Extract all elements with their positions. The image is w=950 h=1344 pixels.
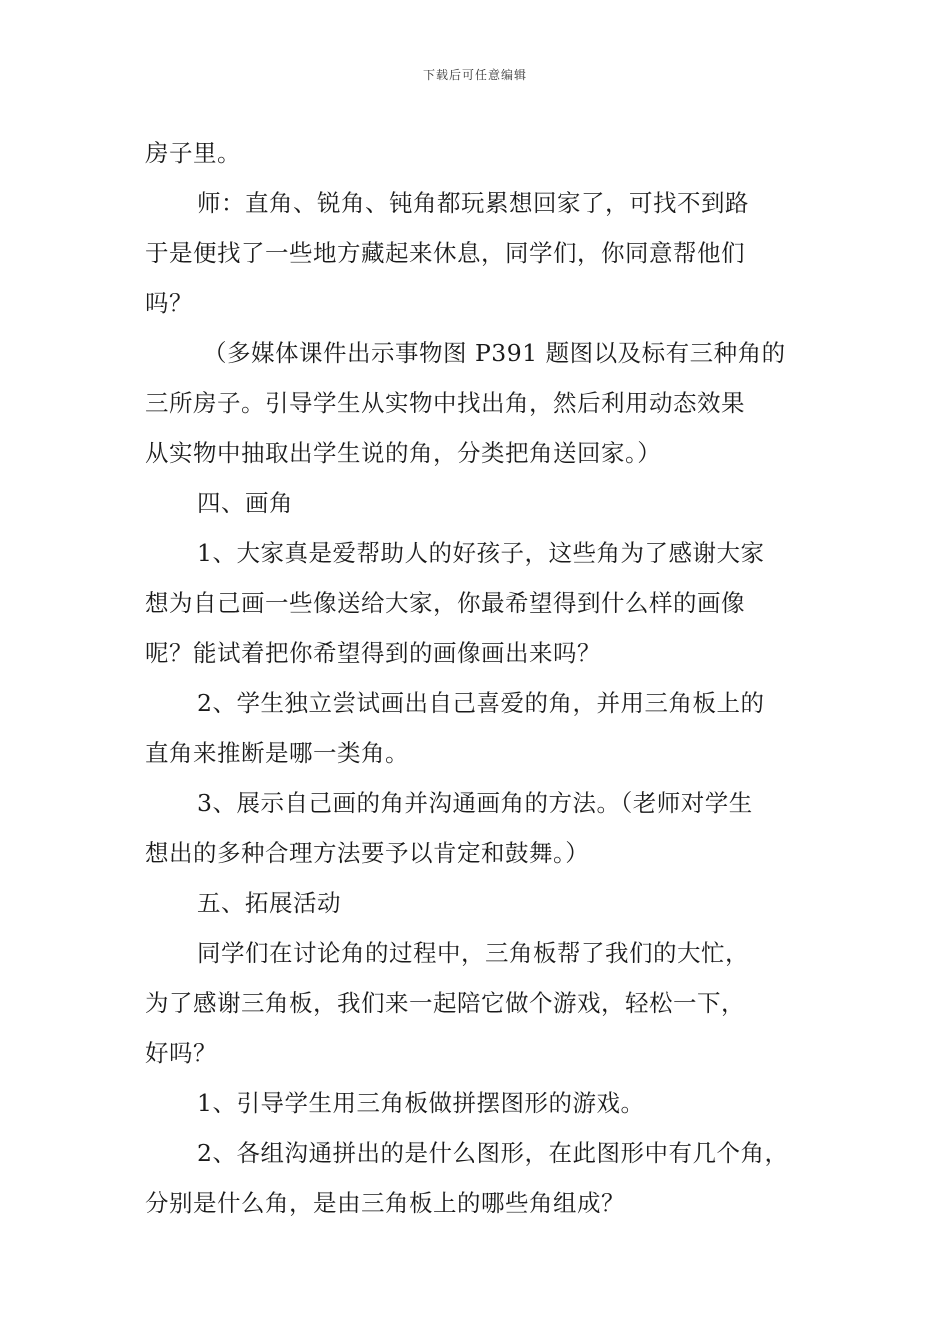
text-line: 师：直角、锐角、钝角都玩累想回家了，可找不到路 [197,189,749,217]
text-line: 想出的多种合理方法要予以肯定和鼓舞。） [145,839,590,867]
section-heading: 五、拓展活动 [197,889,341,917]
text-line: （多媒体课件出示事物图 P391 题图以及标有三种角的 [203,339,786,367]
text-line: 同学们在讨论角的过程中，三角板帮了我们的大忙， [197,939,749,967]
text-line: 1、大家真是爱帮助人的好孩子，这些角为了感谢大家 [197,539,765,567]
text-line: 房子里。 [145,139,241,167]
text-line: 2、学生独立尝试画出自己喜爱的角，并用三角板上的 [197,689,765,717]
section-heading: 四、画角 [197,489,293,517]
document-body [145,128,810,1228]
text-line: 于是便找了一些地方藏起来休息，同学们，你同意帮他们 [145,239,745,267]
text-line: 分别是什么角，是由三角板上的哪些角组成？ [145,1189,625,1217]
text-line: 2、各组沟通拼出的是什么图形，在此图形中有几个角， [197,1139,789,1167]
text-line: 好吗？ [145,1039,217,1067]
text-line: 想为自己画一些像送给大家，你最希望得到什么样的画像 [145,589,745,617]
text-line: 吗？ [145,289,193,317]
page-header: 下载后可任意编辑 [422,68,527,82]
text-line: 从实物中抽取出学生说的角，分类把角送回家。） [145,439,662,467]
text-line: 1、引导学生用三角板做拼摆图形的游戏。 [197,1089,645,1117]
text-line: 为了感谢三角板，我们来一起陪它做个游戏，轻松一下， [145,989,745,1017]
text-line: 3、展示自己画的角并沟通画角的方法。（老师对学生 [197,789,753,817]
text-line: 三所房子。引导学生从实物中找出角，然后利用动态效果 [145,389,745,417]
text-line: 呢？能试着把你希望得到的画像画出来吗？ [145,639,601,667]
text-line: 直角来推断是哪一类角。 [145,739,409,767]
